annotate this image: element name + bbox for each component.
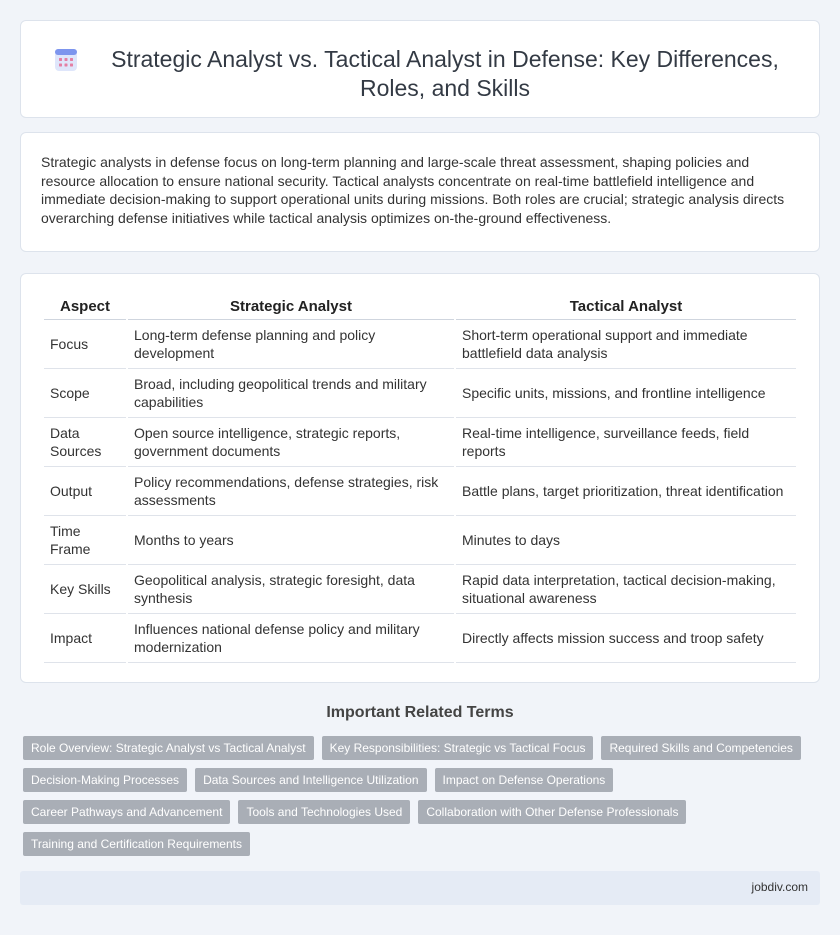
table-row (44, 516, 796, 565)
table-row (44, 467, 796, 516)
comparison-table-card (20, 273, 820, 683)
related-term-tag[interactable]: Training and Certification Requirements (23, 832, 250, 856)
row-aspect: Key Skills (44, 565, 126, 614)
row-aspect: Data Sources (44, 418, 126, 467)
related-term-tag[interactable]: Key Responsibilities: Strategic vs Tactical Focus (322, 736, 594, 760)
row-strategic: Policy recommendations, defense strategies, risk assessments (128, 467, 454, 516)
related-term-tag[interactable]: Data Sources and Intelligence Utilization (195, 768, 426, 792)
row-strategic: Broad, including geopolitical trends and military capabilities (128, 369, 454, 418)
row-aspect: Output (44, 467, 126, 516)
row-tactical: Directly affects mission success and troop safety (456, 614, 796, 663)
header-strategic: Strategic Analyst (128, 294, 454, 320)
header-tactical: Tactical Analyst (456, 294, 796, 320)
related-term-tag[interactable]: Impact on Defense Operations (435, 768, 614, 792)
row-strategic: Open source intelligence, strategic reports, government documents (128, 418, 454, 467)
row-strategic: Influences national defense policy and military modernization (128, 614, 454, 663)
row-tactical: Battle plans, target prioritization, threat identification (456, 467, 796, 516)
table-row (44, 320, 796, 369)
row-aspect: Scope (44, 369, 126, 418)
row-aspect: Time Frame (44, 516, 126, 565)
footer-site-link[interactable]: jobdiv.com (751, 880, 808, 894)
row-strategic: Geopolitical analysis, strategic foresight, data synthesis (128, 565, 454, 614)
row-tactical: Short-term operational support and immediate battlefield data analysis (456, 320, 796, 369)
related-terms-title: Important Related Terms (326, 704, 514, 721)
page-title: Strategic Analyst vs. Tactical Analyst in Defense: Key Differences, Roles, and Skills (111, 46, 779, 101)
intro-card (20, 132, 820, 252)
table-row (44, 418, 796, 467)
table-row (44, 369, 796, 418)
row-strategic: Months to years (128, 516, 454, 565)
related-term-tag[interactable]: Collaboration with Other Defense Professionals (418, 800, 686, 824)
related-term-tag[interactable]: Career Pathways and Advancement (23, 800, 230, 824)
header-aspect: Aspect (44, 294, 126, 320)
related-term-tag[interactable]: Role Overview: Strategic Analyst vs Tactical Analyst (23, 736, 314, 760)
table-header-row (44, 294, 796, 320)
header-card (20, 20, 820, 118)
related-term-tag[interactable]: Tools and Technologies Used (238, 800, 410, 824)
table-row (44, 614, 796, 663)
row-tactical: Rapid data interpretation, tactical decision-making, situational awareness (456, 565, 796, 614)
row-tactical: Minutes to days (456, 516, 796, 565)
related-terms-list (23, 736, 803, 856)
related-term-tag[interactable]: Decision-Making Processes (23, 768, 187, 792)
row-strategic: Long-term defense planning and policy development (128, 320, 454, 369)
footer (20, 871, 820, 905)
row-tactical: Real-time intelligence, surveillance feeds, field reports (456, 418, 796, 467)
row-aspect: Impact (44, 614, 126, 663)
row-aspect: Focus (44, 320, 126, 369)
row-tactical: Specific units, missions, and frontline intelligence (456, 369, 796, 418)
table-row (44, 565, 796, 614)
related-term-tag[interactable]: Required Skills and Competencies (601, 736, 800, 760)
comparison-table (42, 294, 798, 663)
intro-paragraph: Strategic analysts in defense focus on long-term planning and large-scale threat assessment, shaping policies and resource allocation to ensure national security. Tactical analysts concentrate on real-time battlefield intelligence and immediate decision-making to support operational units during missions. Both roles are crucial; strategic analysis directs overarching defense initiatives while tactical analysis optimizes on-the-ground effectiveness. (41, 154, 785, 226)
